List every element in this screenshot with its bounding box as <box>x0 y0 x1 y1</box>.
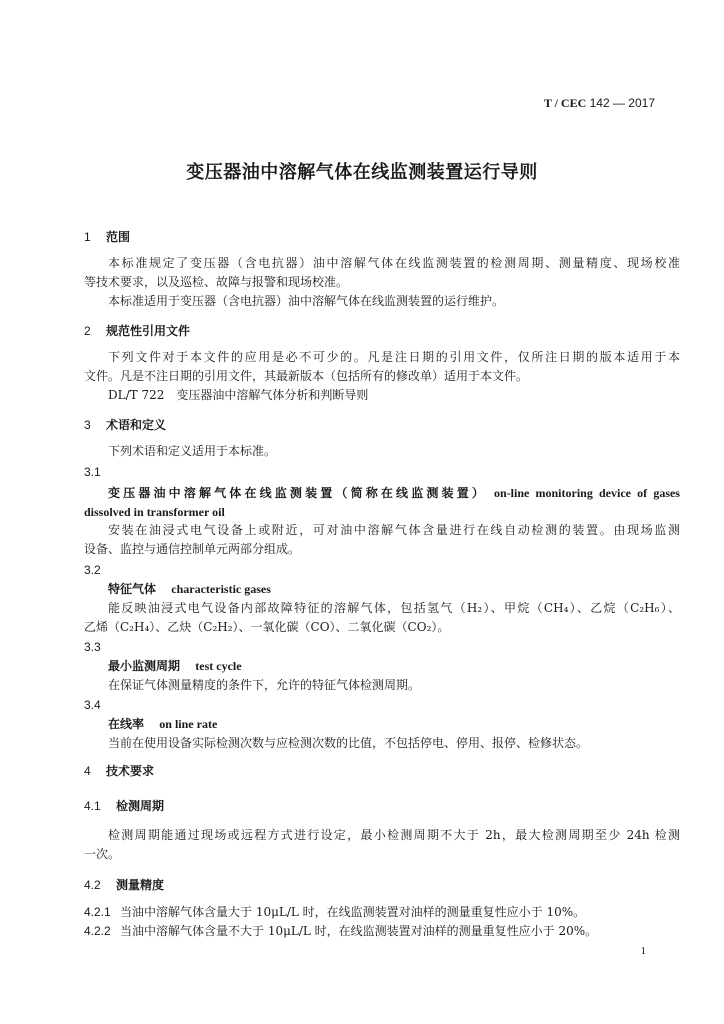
standard-code <box>544 96 655 111</box>
clause-4-2-1: 4.2.1 当油中溶解气体含量大于 10μL/L 时，在线监测装置对油样的测量重复性应小于 10%。 <box>84 905 586 919</box>
section-2-para-line-2: 文件。凡是不注日期的引用文件，其最新版本（包括所有的修改单）适用于本文件。 <box>84 369 529 383</box>
term-3-3-definition: 在保证气体测量精度的条件下，允许的特征气体检测周期。 <box>108 678 421 692</box>
section-2-para-line-1: 下列文件对于本文件的应用是必不可少的。凡是注日期的引用文件，仅所注日期的版本适用于本 <box>108 350 680 364</box>
section-1-heading: 1 范围 <box>84 230 131 244</box>
page-number: 1 <box>640 945 646 957</box>
term-3-1-definition-line-2: 设备、监控与通信控制单元两部分组成。 <box>84 542 301 556</box>
clause-4-2-2: 4.2.2 当油中溶解气体含量不大于 10μL/L 时，在线监测装置对油样的测量重复性应小于 20%。 <box>84 924 598 938</box>
code-suffix: 142 — 2017 <box>586 96 655 110</box>
section-3-intro: 下列术语和定义适用于本标准。 <box>108 444 277 458</box>
clause-4-1-text-line-1: 检测周期能通过现场或远程方式进行设定，最小检测周期不大于 2h，最大检测周期至少 24h 检测 <box>108 828 680 842</box>
term-3-1-definition-line-1: 安装在油浸式电气设备上或附近，可对油中溶解气体含量进行在线自动检测的装置。由现场监测 <box>108 523 680 537</box>
term-3-3-title: 最小监测周期 test cycle <box>108 659 242 673</box>
clause-4-2-heading: 4.2 测量精度 <box>84 878 165 892</box>
term-3-4-title: 在线率 on line rate <box>108 717 218 731</box>
section-1-para-1-line-1: 本标准规定了变压器（含电抗器）油中溶解气体在线监测装置的检测周期、测量精度、现场校准 <box>108 256 680 270</box>
term-3-4-number: 3.4 <box>84 698 101 712</box>
term-3-2-title: 特征气体 characteristic gases <box>108 582 271 596</box>
term-3-4-definition: 当前在使用设备实际检测次数与应检测次数的比值，不包括停电、停用、报停、检修状态。 <box>108 736 589 750</box>
term-3-2-definition-line-2: 乙烯（C₂H₄）、乙炔（C₂H₂）、一氧化碳（CO）、二氧化碳（CO₂）。 <box>84 620 450 634</box>
term-3-1-title-line-2: dissolved in transformer oil <box>84 505 225 519</box>
term-3-3-number: 3.3 <box>84 640 101 654</box>
section-1-para-1-line-2: 等技术要求，以及巡检、故障与报警和现场校准。 <box>84 275 349 289</box>
term-3-2-definition-line-1: 能反映油浸式电气设备内部故障特征的溶解气体，包括氢气（H₂）、甲烷（CH₄）、乙烷（C₂H₆）、 <box>108 601 680 615</box>
clause-4-1-heading: 4.1 检测周期 <box>84 799 165 813</box>
section-2-heading: 2 规范性引用文件 <box>84 324 191 338</box>
term-3-1-number: 3.1 <box>84 465 101 479</box>
section-1-para-2: 本标准适用于变压器（含电抗器）油中溶解气体在线监测装置的运行维护。 <box>108 294 505 308</box>
term-3-2-number: 3.2 <box>84 563 101 577</box>
document-title: 变压器油中溶解气体在线监测装置运行导则 <box>186 162 538 183</box>
term-3-1-title-line-1: 变压器油中溶解气体在线监测装置（简称在线监测装置） on-line monitoring device of gases <box>108 486 680 500</box>
clause-4-1-text-line-2: 一次。 <box>84 847 121 861</box>
section-3-heading: 3 术语和定义 <box>84 418 167 432</box>
normative-reference: DL/T 722 变压器油中溶解气体分析和判断导则 <box>108 388 369 402</box>
section-4-heading: 4 技术要求 <box>84 764 155 778</box>
code-prefix: T / CEC <box>543 96 587 110</box>
